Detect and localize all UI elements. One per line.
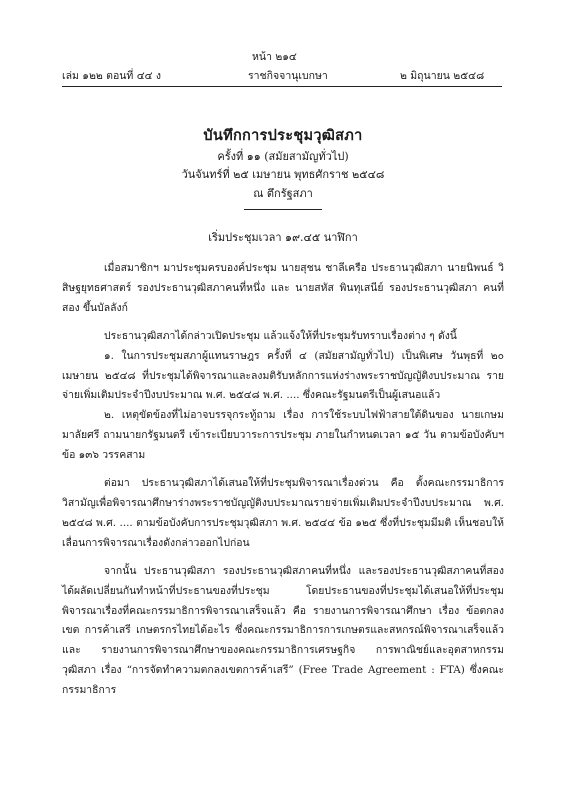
text-line: ข้อ ๑๓๖ วรรคสาม <box>62 449 146 462</box>
page-number: หน้า ๒๑๔ <box>252 51 297 63</box>
header-rule <box>62 86 502 87</box>
text-line: ๒. เหตุขัดข้องที่ไม่อาจบรรจุกระทู้ถาม เรื่อง การใช้ระบบไฟฟ้าสายใต้ดินของ นายเกษม <box>104 409 504 422</box>
text-line: ๑. ในการประชุมสภาผู้แทนราษฎร ครั้งที่ ๔ (สมัยสามัญทั่วไป) เป็นพิเศษ วันพุธที่ ๒๐ <box>104 349 504 362</box>
publication-date: ๒ มิถุนายน ๒๕๔๘ <box>400 70 485 82</box>
text-line: คนที่สอง ขึ้นบัลลังก์ <box>62 281 504 314</box>
text-line: เห็นชอบให้เลื่อนการพิจารณาเรื่องดังกล่าวออกไปก่อน <box>62 516 504 549</box>
text-line: เมษายน ๒๕๔๘ ที่ประชุมได้พิจารณาและลงมติรับหลักการแห่งร่างพระราชบัญญัติงบประมาณ <box>62 369 480 382</box>
volume-issue: เล่ม ๑๒๒ ตอนที่ ๔๔ ง <box>62 70 162 82</box>
meeting-start-time: เริ่มประชุมเวลา ๑๙.๔๕ นาฬิกา <box>208 231 358 244</box>
paragraph-committee-reports <box>62 562 504 701</box>
meeting-date: วันจันทร์ที่ ๒๕ เมษายน พุทธศักราช ๒๕๔๘ <box>181 168 385 181</box>
text-line: การค้าเสรี เกษตรกรไทยได้อะไร ซึ่งคณะกรรมาธิการการเกษตรและสหกรณ์พิจารณาเสร็จแล้ว และ <box>62 624 504 657</box>
text-line: วิสามัญเพื่อพิจารณาศึกษาร่างพระราชบัญญัติงบประมาณรายจ่ายเพิ่มเติมประจำปีงบประมาณ <box>62 496 472 509</box>
publication-name: ราชกิจจานุเบกษา <box>248 70 328 82</box>
paragraph-item-1 <box>62 347 504 407</box>
text-line: ประธานวุฒิสภาได้กล่าวเปิดประชุม แล้วแจ้งให้ที่ประชุมรับทราบเรื่องต่าง ๆ ดังนี้ <box>104 329 457 342</box>
text-line: พิจารณาเรื่องที่คณะกรรมาธิการพิจารณาเสร็จแล้ว คือ รายงานการพิจารณาศึกษา เรื่อง ข้อตกลงเขต <box>62 604 504 637</box>
document-title: บันทึกการประชุมวุฒิสภา <box>203 127 363 144</box>
paragraph-announcements-intro <box>62 327 504 347</box>
session-number: ครั้งที่ ๑๑ (สมัยสามัญทั่วไป) <box>217 150 349 163</box>
text-line: ต่อมา ประธานวุฒิสภาได้เสนอให้ที่ประชุมพิจารณาเรื่องด่วน คือ ตั้งคณะกรรมาธิการ <box>104 477 504 490</box>
document-body <box>62 259 504 701</box>
text-line: รายงานการพิจารณาศึกษาของคณะกรรมาธิการเศรษฐกิจ การพาณิชย์และอุตสาหกรรม วุฒิสภา เรื่อง <box>62 644 504 677</box>
text-line: ได้ผลัดเปลี่ยนกันทำหน้าที่ประธานของที่ประชุม โดยประธานของที่ประชุมได้เสนอให้ที่ประชุม <box>62 584 504 597</box>
text-line: วิสิษฐยุทธศาสตร์ รองประธานวุฒิสภาคนที่หนึ่ง และ นายสหัส พินทุเสนีย์ รองประธานวุฒิสภา <box>62 262 505 294</box>
meeting-venue: ณ ตึกรัฐสภา <box>253 187 313 200</box>
text-line: รายจ่ายเพิ่มเติมประจำปีงบประมาณ พ.ศ. ๒๕๔๘ พ.ศ. .... ซึ่งคณะรัฐมนตรีเป็นผู้เสนอแล้ว <box>62 369 505 402</box>
title-divider <box>244 209 322 210</box>
text-line: จากนั้น ประธานวุฒิสภา รองประธานวุฒิสภาคนที่หนึ่ง และรองประธานวุฒิสภาคนที่สอง <box>104 564 504 577</box>
text-line: มาลัยศรี ถามนายกรัฐมนตรี เข้าระเบียบวาระการประชุม ภายในกำหนดเวลา ๑๕ วัน ตามข้อบังคับฯ <box>62 429 504 442</box>
paragraph-opening <box>62 259 504 319</box>
text-line: “การจัดทำความตกลงเขตการค้าเสรี” (Free Trade Agreement : FTA) ซึ่งคณะกรรมาธิการ <box>62 664 504 697</box>
paragraph-urgent-matter <box>62 474 504 554</box>
text-line: พ.ศ. ๒๕๔๘ พ.ศ. .... ตามข้อบังคับการประชุมวุฒิสภา พ.ศ. ๒๕๔๔ ข้อ ๑๒๕ ซึ่งที่ประชุมมีมติ <box>62 496 504 529</box>
text-line: เมื่อสมาชิกฯ มาประชุมครบองค์ประชุม นายสุชน ชาลีเครือ ประธานวุฒิสภา นายนิพนธ์ <box>104 262 494 274</box>
paragraph-item-2 <box>62 406 504 466</box>
